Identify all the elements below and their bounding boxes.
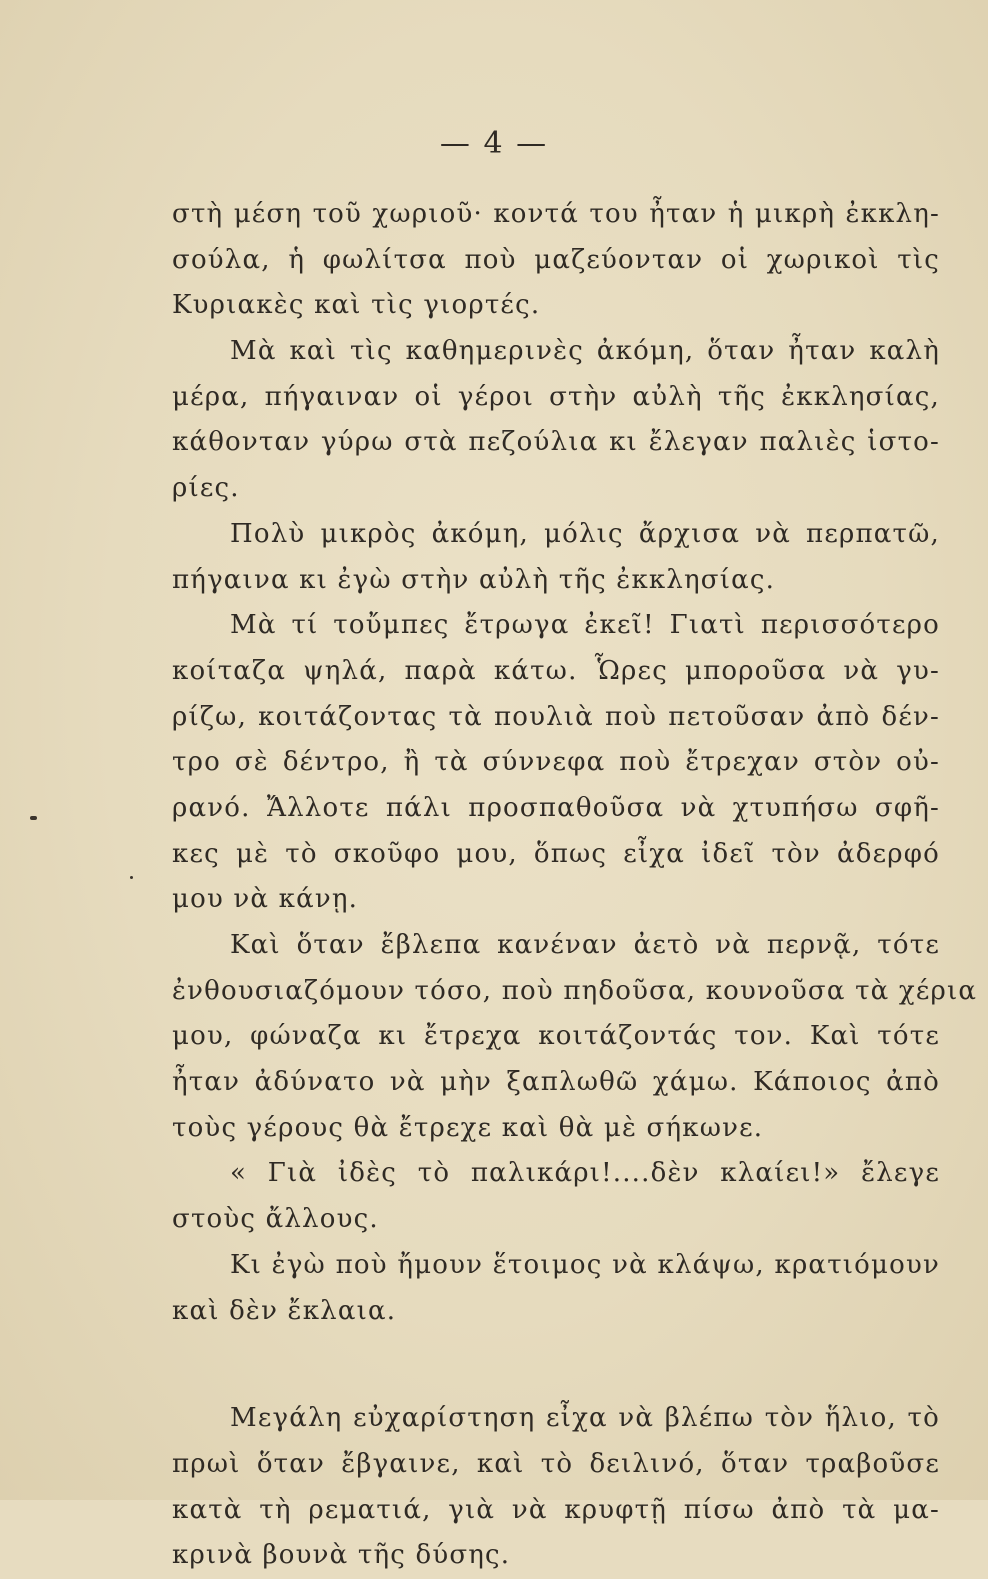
paragraph [172,1151,940,1242]
paragraph [172,1396,940,1579]
page-number: — 4 — [439,126,549,161]
ink-speck [30,816,37,820]
text-line: Κι ἐγὼ ποὺ ἤμουν ἕτοιμος νὰ κλάψω, κρατιόμουν [230,1249,940,1280]
text-line: καὶ δὲν ἔκλαια. [172,1295,397,1326]
text-line: ρίζω, κοιτάζοντας τὰ πουλιὰ ποὺ πετοῦσαν ἀπὸ δέν- [172,701,940,732]
paragraph [172,1243,940,1334]
text-line: κοίταζα ψηλά, παρὰ κάτω. Ὧρες μποροῦσα νὰ γυ- [172,655,940,686]
text-line: τοὺς γέρους θὰ ἔτρεχε καὶ θὰ μὲ σήκωνε. [172,1112,764,1143]
text-line: Καὶ ὅταν ἔβλεπα κανέναν ἀετὸ νὰ περνᾷ, τότε [230,930,940,960]
text-line: μου νὰ κάνῃ. [172,884,359,915]
text-line: μέρα, πήγαιναν οἱ γέροι στὴν αὐλὴ τῆς ἐκκλησίας, [172,381,940,412]
text-line: πήγαινα κι ἐγὼ στὴν αὐλὴ τῆς ἐκκλησίας. [172,564,776,595]
text-line: Μὰ τί τοὔμπες ἔτρωγα ἐκεῖ! Γιατὶ περισσότερο [230,610,940,641]
text-line: κρινὰ βουνὰ τῆς δύσης. [172,1540,511,1571]
paragraph [172,192,940,329]
text-line: ἦταν ἀδύνατο νὰ μὴν ξαπλωθῶ χάμω. Κάποιος ἀπὸ [172,1067,940,1098]
text-line: ἐνθουσιαζόμουν τόσο, ποὺ πηδοῦσα, κουνοῦσα τὰ χέρια [172,975,978,1006]
text-line: Μεγάλη εὐχαρίστηση εἶχα νὰ βλέπω τὸν ἥλιο, τὸ [230,1403,940,1434]
body-text [172,192,978,1579]
text-line: στοὺς ἄλλους. [172,1204,379,1235]
paragraph [172,329,940,512]
text-line: Κυριακὲς καὶ τὶς γιορτές. [172,290,541,321]
paragraph [172,603,940,923]
text-line: τρο σὲ δέντρο, ἢ τὰ σύννεφα ποὺ ἔτρεχαν στὸν οὐ- [172,747,940,778]
text-line: σούλα, ἡ φωλίτσα ποὺ μαζεύονταν οἱ χωρικοὶ τὶς [172,244,940,275]
text-line: κάθονταν γύρω στὰ πεζούλια κι ἔλεγαν παλιὲς ἱστο- [172,427,940,458]
text-line: Μὰ καὶ τὶς καθημερινὲς ἀκόμη, ὅταν ἦταν καλὴ [230,336,940,367]
text-line: κες μὲ τὸ σκοῦφο μου, ὅπως εἶχα ἰδεῖ τὸν ἀδερφό [172,838,940,869]
section-break [172,1334,940,1396]
paragraph [172,923,978,1151]
text-line: ρανό. Ἄλλοτε πάλι προσπαθοῦσα νὰ χτυπήσω σφῆ- [172,792,940,823]
text-line: « Γιὰ ἰδὲς τὸ παλικάρι!....δὲν κλαίει!» ἔλεγε [230,1158,940,1189]
text-line: κατὰ τὴ ρεματιά, γιὰ νὰ κρυφτῇ πίσω ἀπὸ τὰ μα- [172,1494,940,1525]
text-line: Πολὺ μικρὸς ἀκόμη, μόλις ἄρχισα νὰ περπατῶ, [230,518,940,549]
text-line: πρωὶ ὅταν ἔβγαινε, καὶ τὸ δειλινό, ὅταν τραβοῦσε [172,1448,940,1479]
text-line: μου, φώναζα κι ἔτρεχα κοιτάζοντάς τον. Καὶ τότε [172,1021,940,1052]
ink-speck [130,876,133,879]
paragraph [172,512,940,603]
text-line: ρίες. [172,473,240,504]
text-line: στὴ μέση τοῦ χωριοῦ· κοντά του ἦταν ἡ μικρὴ ἐκκλη- [172,199,940,229]
